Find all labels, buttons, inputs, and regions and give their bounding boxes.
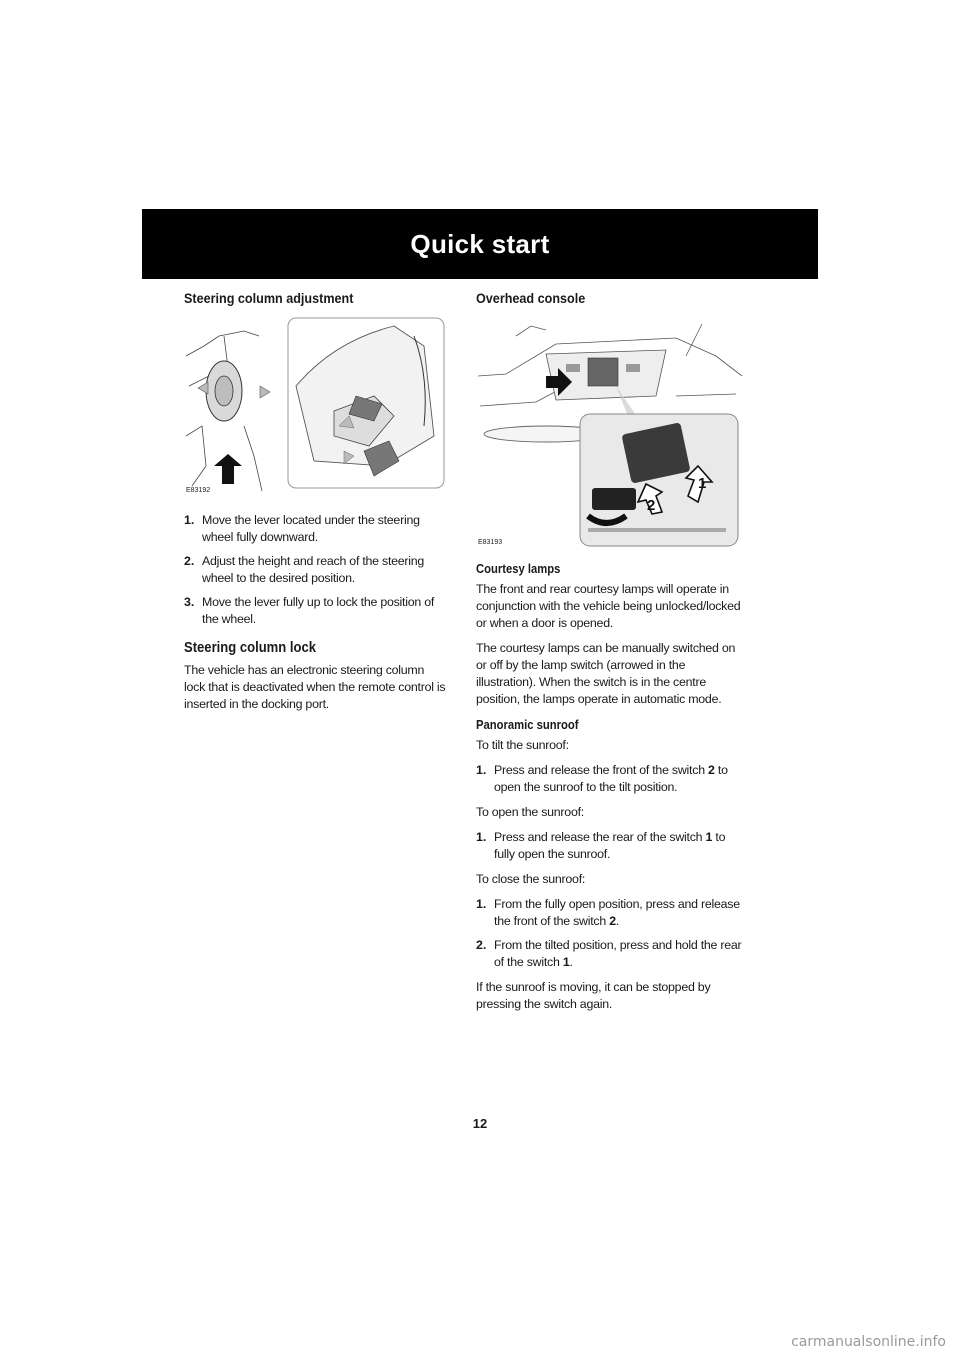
list-item: 3. Move the lever fully up to lock the position of the wheel. [184, 595, 435, 626]
watermark: carmanualsonline.info [791, 1334, 946, 1350]
callout-1: 1 [698, 475, 707, 492]
list-item: 1. Press and release the rear of the switch 1 to fully open the sunroof. [476, 830, 726, 861]
steering-lock-text: The vehicle has an electronic steering column lock that is deactivated when the remote control is inserted in the docking port. [184, 663, 446, 711]
tilt-steps [476, 762, 744, 796]
console-figure [476, 316, 744, 548]
console-illustration [476, 316, 744, 548]
stop-text: If the sunroof is moving, it can be stopped by pressing the switch again. [476, 980, 711, 1011]
courtesy-lamps-text-2: The courtesy lamps can be manually switched on or off by the lamp switch (arrowed in the illustration). When the switch is in the centre position, the lamps operate in automatic mode. [476, 641, 736, 706]
open-steps [476, 829, 744, 863]
right-column [476, 290, 744, 1021]
figure-code-right: E83193 [478, 539, 503, 546]
steering-adjustment-title: Steering column adjustment [184, 290, 354, 306]
steering-illustration [184, 316, 448, 496]
courtesy-lamps-title: Courtesy lamps [476, 562, 561, 576]
close-steps [476, 896, 744, 971]
close-intro: To close the sunroof: [476, 872, 586, 886]
list-item: 1. Move the lever located under the steering wheel fully downward. [184, 513, 420, 544]
left-column [184, 290, 448, 721]
open-intro: To open the sunroof: [476, 805, 584, 819]
list-item: 2. Adjust the height and reach of the steering wheel to the desired position. [184, 554, 425, 585]
list-item: 1. From the fully open position, press and release the front of the switch 2. [476, 897, 740, 928]
steering-figure [184, 316, 448, 496]
list-item: 2. From the tilted position, press and hold the rear of the switch 1. [476, 938, 742, 969]
list-item: 1. Press and release the front of the switch 2 to open the sunroof to the tilt position. [476, 763, 728, 794]
courtesy-lamps-text-1: The front and rear courtesy lamps will operate in conjunction with the vehicle being unlocked/locked or when a door is opened. [476, 582, 741, 630]
callout-2: 2 [647, 497, 656, 514]
page-number: 12 [472, 1116, 488, 1131]
page-header [142, 209, 818, 279]
sunroof-title: Panoramic sunroof [476, 718, 579, 732]
tilt-intro: To tilt the sunroof: [476, 738, 569, 752]
overhead-console-title: Overhead console [476, 290, 586, 306]
page-title: Quick start [410, 228, 550, 259]
steering-lock-title: Steering column lock [184, 640, 316, 656]
adjustment-steps [184, 512, 448, 628]
figure-code-left: E83192 [186, 487, 211, 494]
